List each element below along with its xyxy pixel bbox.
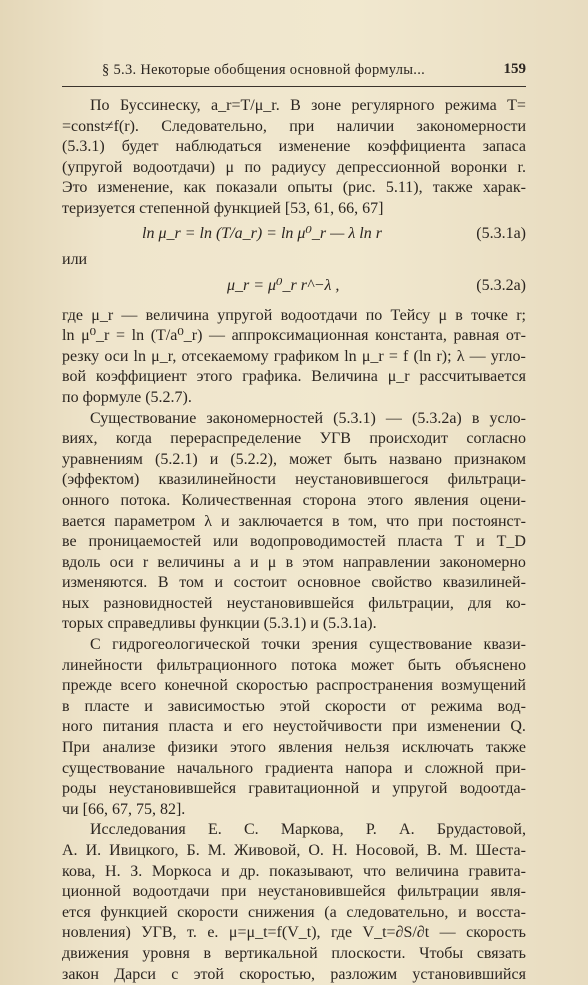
text-line: ного питания пласта и его неустойчивости при изменении Q.	[62, 718, 526, 736]
text-line: ется функцией скорости снижения (а следовательно, и восста-	[62, 903, 526, 921]
paragraph-1	[62, 96, 526, 220]
formula-text: ln μ_r = ln (T/a_r) = ln μ⁰_r — λ ln r	[142, 224, 382, 242]
text-line: А. И. Ивицкого, Б. М. Живовой, О. Н. Носовой, В. М. Шеста-	[62, 842, 526, 859]
or-word: или	[62, 250, 88, 268]
text-line: чи [66, 67, 75, 82].	[62, 800, 186, 818]
text-line: При анализе физики этого явления нельзя исключать также	[62, 739, 526, 757]
text-line: закон Дарси с этой скоростью, разложим установившийся	[62, 965, 526, 983]
section-title: § 5.3. Некоторые обобщения основной формулы...	[102, 62, 426, 78]
text-line: онного потока. Количественная сторона этого явления оцени-	[62, 491, 526, 509]
text-line: (5.3.1) будет наблюдаться изменение коэффициента запаса	[62, 138, 526, 156]
text-line: прежде всего конечной скоростью распространения возмущений	[62, 677, 526, 695]
text-line: Это изменение, как показали опыты (рис. 5.11), также харак-	[62, 179, 526, 197]
text-line: где μ_r — величина упругой водоотдачи по Тейсу μ в точке r;	[62, 306, 526, 324]
formula-5-3-2a	[62, 272, 526, 300]
page-body	[62, 96, 526, 985]
text-line: Исследования Е. С. Маркова, Р. А. Брудастовой,	[90, 821, 526, 839]
text-line: (эффектом) квазилинейности неустановившегося фильтраци-	[62, 471, 526, 489]
text-line: ln μ⁰_r = ln (T/a⁰_r) — аппроксимационная константа, равная от-	[62, 327, 526, 345]
text-line: изменяются. В том и состоит основное свойство квазилиней-	[62, 574, 526, 592]
text-line: виях, когда перераспределение УГВ происходит согласно	[62, 430, 526, 448]
text-line: новления) УГВ, т. е. μ=μ_t=f(V_t), где V_t=∂S/∂t — скорость	[62, 924, 526, 942]
text-line: линейности фильтрационного потока может быть объяснено	[62, 656, 526, 674]
paragraph-4	[62, 635, 526, 820]
text-line: движения уровня в вертикальной плоскости. Чтобы связать	[62, 944, 526, 962]
text-line: С гидрогеологической точки зрения существование квази-	[90, 636, 526, 654]
formula-text: μ_r = μ⁰_r r^−λ ,	[227, 276, 340, 294]
formula-5-3-1a	[62, 220, 526, 248]
text-line: По Буссинеску, a_r=T/μ_r. В зоне регулярного режима T=	[90, 97, 526, 114]
text-line: вается параметром λ и заключается в том, что при постоянст-	[62, 512, 526, 530]
text-line: теризуется степенной функцией [53, 61, 66, 67]	[62, 199, 384, 217]
text-line: ве проницаемостей или водопроводимостей пласта T и T_D	[62, 533, 526, 551]
header-rule	[62, 86, 526, 87]
running-header	[62, 60, 526, 84]
text-line: ных разновидностей неустановившейся фильтрации, для ко-	[62, 594, 526, 612]
text-line: вдоль оси r величины a и μ в этом направлении закономерно	[62, 553, 526, 571]
text-line: Существование закономерностей (5.3.1) — (5.3.2а) в усло-	[90, 409, 526, 427]
text-line: уравнениям (5.2.1) и (5.2.2), может быть названо признаком	[62, 450, 526, 468]
text-line: в пласте и зависимостью этой скорости от режима вод-	[62, 697, 526, 715]
text-line: торых справедливы функции (5.3.1) и (5.3.1а).	[62, 615, 377, 633]
paragraph-2	[62, 306, 526, 409]
text-line: (упругой водоотдачи) μ по радиусу депрессионной воронки r.	[62, 158, 526, 176]
text-line: существование начального градиента напора и сложной при-	[62, 759, 526, 777]
text-line: резку оси ln μ_r, отсекаемому графиком ln μ_r = f (ln r); λ — угло-	[62, 347, 526, 365]
text-line: кова, Н. З. Моркоса и др. показывают, что величина гравита-	[62, 862, 526, 880]
formula-number: (5.3.2а)	[476, 276, 526, 294]
paragraph-3	[62, 409, 526, 636]
paragraph-5	[62, 820, 526, 985]
text-line: вой коэффициент этого графика. Величина μ_r рассчитывается	[62, 368, 526, 386]
text-line: роды неустановившейся гравитационной и упругой водоотда-	[62, 780, 526, 798]
formula-number: (5.3.1а)	[476, 224, 526, 242]
text-line: ционной водоотдачи при неустановившейся фильтрации явля-	[62, 883, 526, 901]
page-number: 159	[503, 61, 526, 77]
text-line: =const≠f(r). Следовательно, при наличии закономерности	[62, 117, 526, 135]
text-line: по формуле (5.2.7).	[62, 388, 192, 406]
